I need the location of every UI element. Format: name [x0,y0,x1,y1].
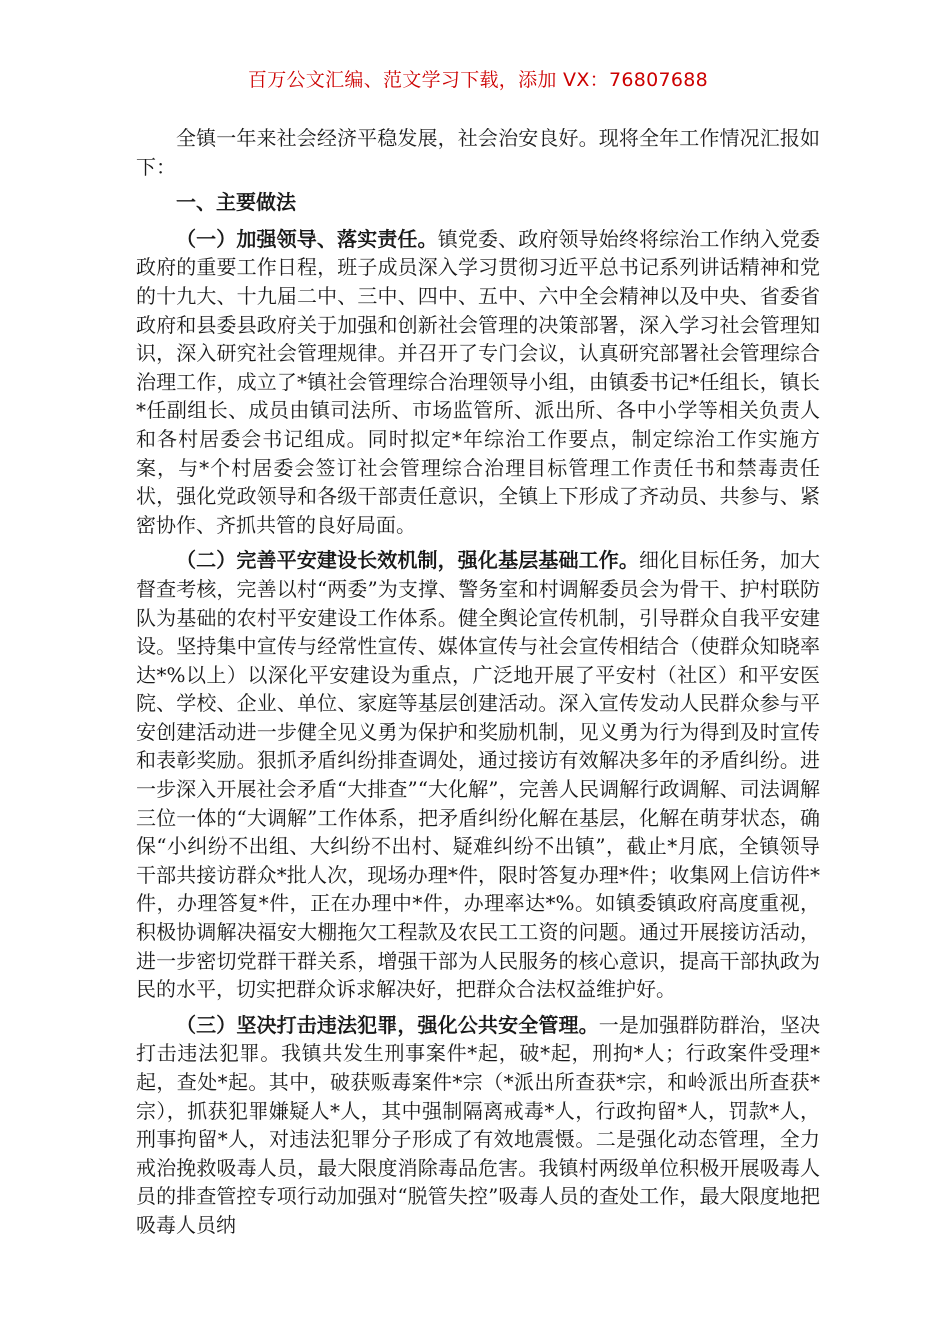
paragraph-2-lead: （二）完善平安建设长效机制，强化基层基础工作。 [176,548,639,573]
paragraph-2 [136,546,820,1004]
paragraph-1-lead: （一）加强领导、落实责任。 [176,226,438,251]
intro-paragraph: 全镇一年来社会经济平稳发展，社会治安良好。现将全年工作情况汇报如下： [136,126,820,179]
paragraph-1 [136,225,820,540]
promo-banner: 百万公文汇编、范文学习下载，添加 VX：76807688 [247,69,709,91]
section-heading: 一、主要做法 [176,190,296,215]
paragraph-3-lead: （三）坚决打击违法犯罪，强化公共安全管理。 [176,1012,599,1037]
paragraph-3-body: 一是加强群防群治，坚决打击违法犯罪。我镇共发生刑事案件*起，破*起，刑拘*人；行政案件受理*起，查处*起。其中，破获贩毒案件*宗（*派出所查获*宗，和岭派出所查获*宗），抓获犯罪嫌疑人*人，其中强制隔离戒毒*人，行政拘留*人，罚款*人，刑事拘留*人，对违法犯罪分子形成了有效地震慑。二是强化动态管理，全力戒治挽救吸毒人员，最大限度消除毒品危害。我镇村两级单位积极开展吸毒人员的排查管控专项行动加强对“脱管失控”吸毒人员的查处工作，最大限度地把吸毒人员纳 [136,1012,821,1237]
paragraph-3 [136,1011,820,1240]
paragraph-2-body: 细化目标任务，加大督查考核，完善以村“两委”为支撑、警务室和村调解委员会为骨干、护村联防队为基础的农村平安建设工作体系。健全舆论宣传机制，引导群众自我平安建设。坚持集中宣传与经常性宣传、媒体宣传与社会宣传相结合（使群众知晓率达*%以上）以深化平安建设为重点，广泛地开展了平安村（社区）和平安医院、学校、企业、单位、家庭等基层创建活动。深入宣传发动人民群众参与平安创建活动进一步健全见义勇为保护和奖励机制，见义勇为行为得到及时宣传和表彰奖励。狠抓矛盾纠纷排查调处，通过接访有效解决多年的矛盾纠纷。进一步深入开展社会矛盾“大排查”“大化解”，完善人民调解行政调解、司法调解三位一体的“大调解”工作体系，把矛盾纠纷化解在基层，化解在萌芽状态，确保“小纠纷不出组、大纠纷不出村、疑难纠纷不出镇”，截止*月底，全镇领导干部共接访群众*批人次，现场办理*件，限时答复办理*件；收集网上信访件*件，办理答复*件，正在办理中*件，办理率达*%。如镇委镇政府高度重视，积极协调解决福安大棚拖欠工程款及农民工工资的问题。通过开展接访活动，进一步密切党群干群关系，增强干部为人民服务的核心意识，提高干部执政为民的水平，切实把群众诉求解决好，把群众合法权益维护好。 [136,548,821,1002]
paragraph-1-body: 镇党委、政府领导始终将综治工作纳入党委政府的重要工作日程，班子成员深入学习贯彻习近平总书记系列讲话精神和党的十九大、十九届二中、三中、四中、五中、六中全会精神以及中央、省委省政府和县委县政府关于加强和创新社会管理的决策部署，深入学习社会管理知识，深入研究社会管理规律。并召开了专门会议，认真研究部署社会管理综合治理工作，成立了*镇社会管理综合治理领导小组，由镇委书记*任组长，镇长*任副组长、成员由镇司法所、市场监管所、派出所、各中小学等相关负责人和各村居委会书记组成。同时拟定*年综治工作要点，制定综治工作实施方案，与*个村居委会签订社会管理综合治理目标管理工作责任书和禁毒责任状，强化党政领导和各级干部责任意识，全镇上下形成了齐动员、共参与、紧密协作、齐抓共管的良好局面。 [136,226,821,537]
